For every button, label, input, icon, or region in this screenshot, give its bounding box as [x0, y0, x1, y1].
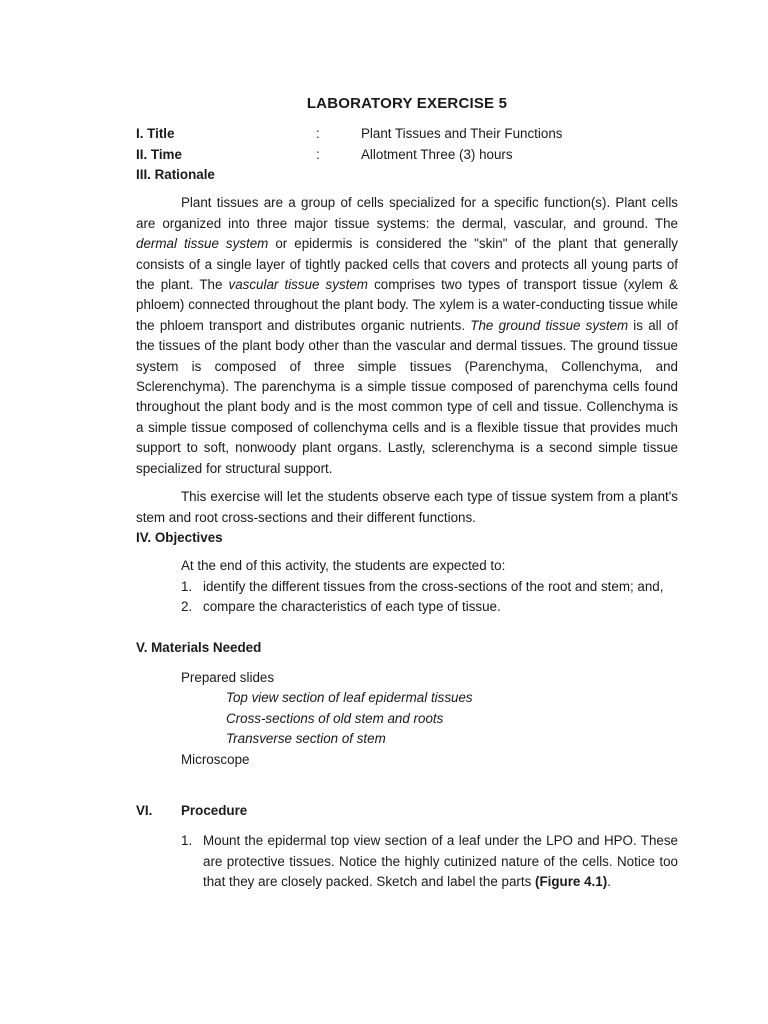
list-item-text: [203, 831, 678, 892]
rationale-paragraph-2: This exercise will let the students observe each type of tissue system from a plant's stem and root cross-sections and their different functions.: [136, 489, 678, 525]
title-row: [136, 124, 678, 145]
procedure-label: Procedure: [181, 802, 248, 818]
list-item: [181, 577, 678, 597]
procedure-list: [136, 831, 678, 892]
objectives-intro: At the end of this activity, the students are expected to:: [181, 558, 506, 574]
rationale-text-c: comprises two types of transport tissue (xylem & phloem) connected throughout the plant body. The xylem is a water-conducting tissue while the phloem transport and distributes organic nutrients.: [136, 277, 678, 333]
figure-reference: (Figure 4.1): [535, 874, 608, 890]
procedure-number: VI.: [136, 802, 153, 818]
list-item-number: 2.: [181, 599, 193, 615]
list-item: [181, 597, 678, 617]
list-item: [181, 831, 678, 892]
rationale-paragraph-1: [136, 193, 678, 479]
time-row: [136, 145, 678, 166]
materials-heading: V. Materials Needed: [136, 639, 262, 655]
procedure-step-text: Mount the epidermal top view section of a leaf under the LPO and HPO. These are protective tissues. Notice the highly cutinized nature of the cells. Notice too that they are closely packed. Sketch and label the parts: [203, 833, 678, 890]
list-item-text: identify the different tissues from the cross-sections of the root and stem; and,: [203, 578, 664, 594]
objectives-heading: IV. Objectives: [136, 529, 223, 545]
objectives-list: [136, 577, 678, 618]
list-item-text: compare the characteristics of each type of tissue.: [203, 599, 501, 615]
list-item-number: 1.: [181, 833, 193, 849]
title-value: Plant Tissues and Their Functions: [361, 126, 563, 141]
title-colon: :: [316, 126, 320, 141]
rationale-text-b: or epidermis is considered the "skin" of the plant that generally consists of a single layer of tightly packed cells that covers and protects all young parts of the plant. The: [136, 236, 678, 293]
procedure-step-end: .: [607, 874, 611, 890]
title-label: I. Title: [136, 126, 175, 141]
slide-item: Transverse section of stem: [226, 731, 386, 747]
rationale-text-a: Plant tissues are a group of cells specialized for a specific function(s). Plant cells are organized into three major tissue systems: the dermal, vascular, and ground. The: [136, 195, 678, 231]
microscope-item: Microscope: [181, 751, 250, 767]
vascular-tissue-term: vascular tissue system: [228, 277, 368, 293]
list-item-number: 1.: [181, 578, 193, 594]
document-title: LABORATORY EXERCISE 5: [306, 95, 508, 112]
ground-tissue-term: The ground tissue system: [470, 317, 629, 333]
time-label: II. Time: [136, 146, 182, 162]
rationale-heading: III. Rationale: [136, 167, 215, 182]
time-colon: :: [316, 146, 320, 162]
dermal-tissue-term: dermal tissue system: [136, 236, 269, 252]
procedure-heading: [136, 801, 678, 821]
document-content: [136, 92, 678, 893]
time-value: Allotment Three (3) hours: [361, 146, 513, 162]
slide-item: Cross-sections of old stem and roots: [226, 710, 444, 726]
slide-item: Top view section of leaf epidermal tissues: [226, 690, 473, 706]
prepared-slides-label: Prepared slides: [181, 669, 275, 685]
rationale-text-d: is all of the tissues of the plant body other than the vascular and dermal tissues. The ground tissue system is composed of three simple tissues (Parenchyma, Collenchyma, and Sclerenchyma). The parenchyma is a simple tissue composed of parenchyma cells found throughout the plant body and is the most common type of cell and tissue. Collenchyma is a simple tissue composed of collenchyma cells and is a flexible tissue that provides much support to soft, nonwoody plant organs. Lastly, sclerenchyma is a second simple tissue specialized for structural support.: [136, 317, 678, 476]
